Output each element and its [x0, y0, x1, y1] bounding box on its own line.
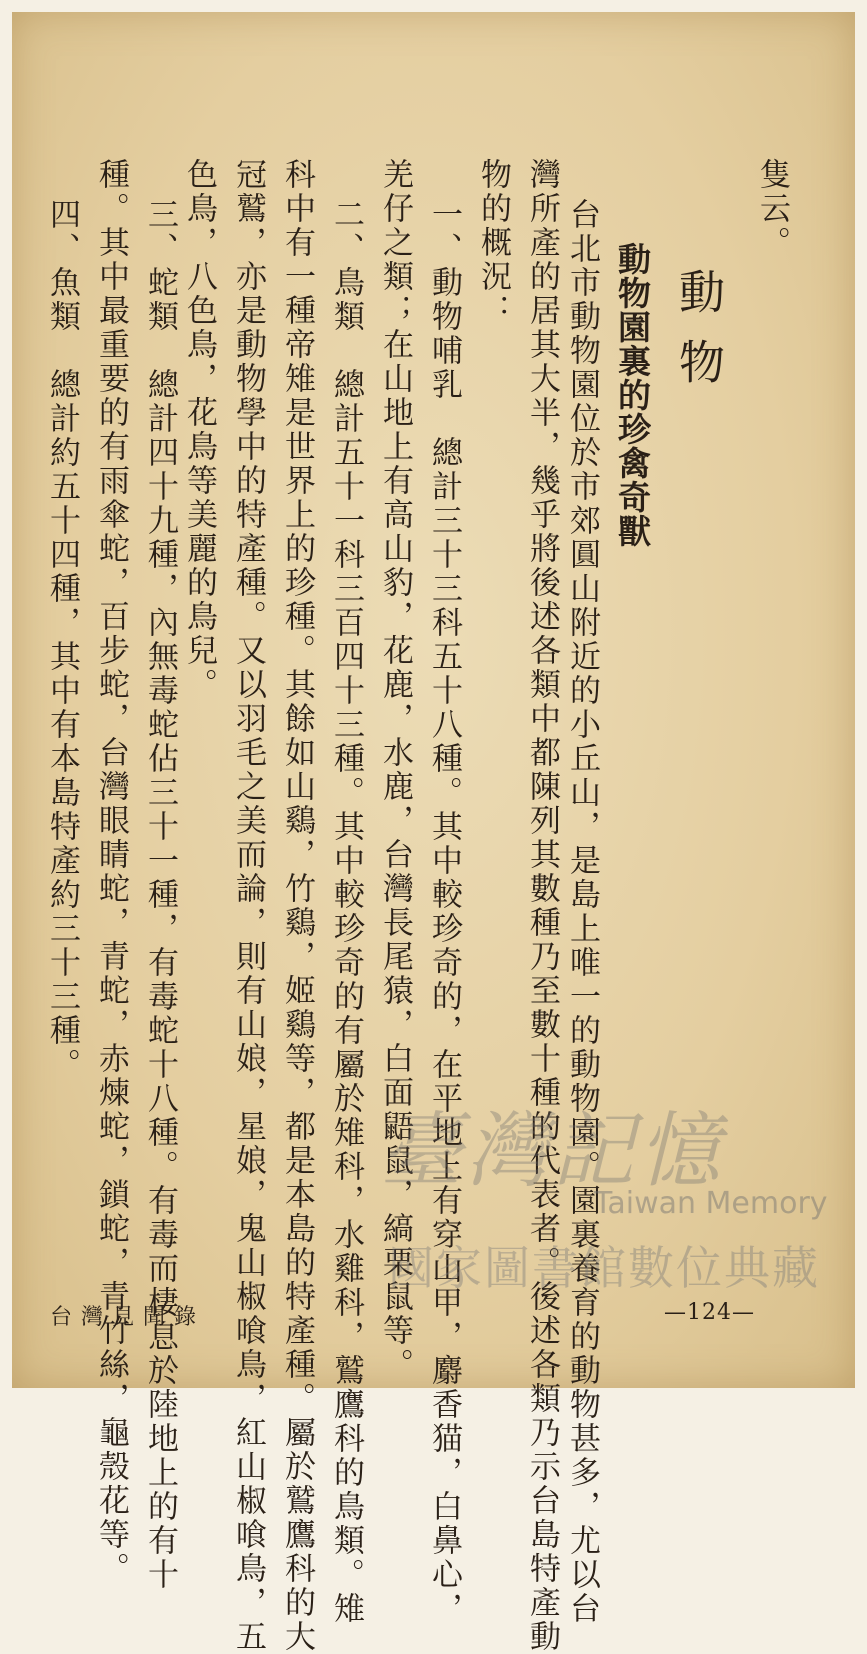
- text-column-13: 三、蛇類 總計四十九種，內無毒蛇佔三十一種，有毒蛇十八種。有毒而棲息於陸地上的有十: [142, 198, 178, 1592]
- watermark-library: 國家圖書館數位典藏: [388, 1241, 820, 1295]
- text-column-5: 灣所產的居其大半，幾乎將後述各類中都陳列其數種乃至數十種的代表者。後述各類乃示台島特產動: [524, 158, 560, 1654]
- text-column-12: 色鳥，八色鳥，花鳥等美麗的鳥兒。: [181, 158, 217, 702]
- text-column-14: 種。其中最重要的有雨傘蛇，百步蛇，台灣眼睛蛇，青蛇，赤煉蛇，鎖蛇，青竹絲，龜殼花等。: [93, 158, 129, 1586]
- text-column-1: 隻云。: [754, 158, 790, 260]
- text-column-10: 科中有一種帝雉是世界上的珍種。其餘如山鷄，竹鷄，姬鷄等，都是本島的特產種。屬於鷲鷹科的大: [279, 158, 315, 1654]
- watermark-english: Taiwan Memory: [594, 1186, 828, 1221]
- book-title-footer: 台灣見聞錄: [50, 1305, 206, 1330]
- scanned-page: [12, 12, 855, 1654]
- text-column-7: 一、動物哺乳 總計三十三科五十八種。其中較珍奇的，在平地上有穿山甲，麝香猫，白鼻心，: [426, 198, 462, 1626]
- text-column-15: 四、魚類 總計約五十四種，其中有本島特產約三十三種。: [44, 198, 80, 1082]
- text-column-8: 羌仔之類；在山地上有高山豹，花鹿，水鹿，台灣長尾猿，白面鼯鼠，縞栗鼠等。: [377, 158, 413, 1382]
- watermark-title: 臺灣記憶: [380, 1104, 724, 1199]
- article-title: 動物園裏的珍禽奇獸: [613, 242, 652, 548]
- text-column-6: 物的概況：: [475, 158, 511, 328]
- text-column-9: 二、鳥類 總計五十一科三百四十三種。其中較珍奇的有屬於雉科，水雞科，鷲鷹科的鳥類。雉: [328, 198, 364, 1626]
- section-heading: 動物: [672, 268, 726, 408]
- page-number: —124—: [664, 1300, 755, 1325]
- text-column-11: 冠鷲，亦是動物學中的特產種。又以羽毛之美而論，則有山娘，星娘，鬼山椒喰鳥，紅山椒喰鳥，五: [230, 158, 266, 1654]
- text-column-4: 台北市動物園位於市郊圓山附近的小丘山，是島上唯一的動物園。園裏養育的動物甚多，尤以台: [564, 198, 600, 1626]
